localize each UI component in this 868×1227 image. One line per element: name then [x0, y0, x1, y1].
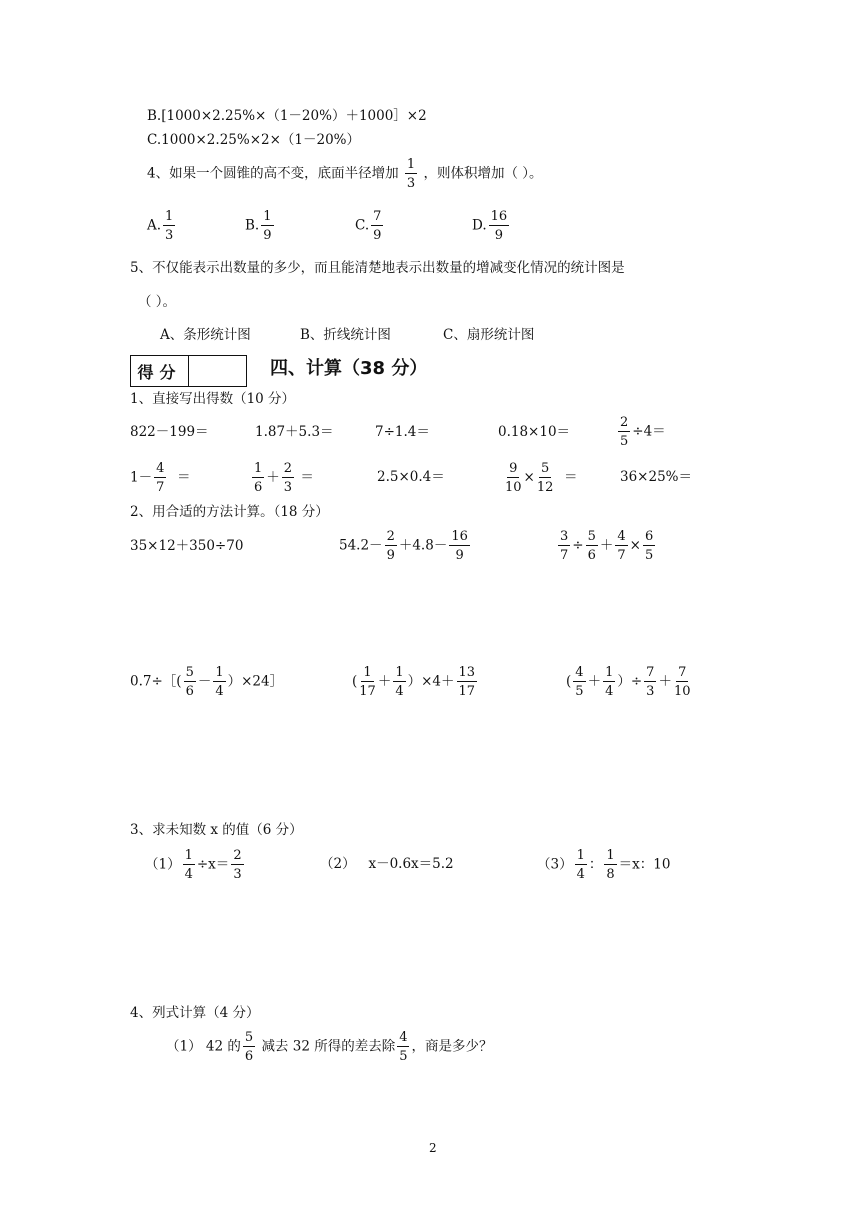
q4-option-d: D. $\frac{16}{9}$	[472, 209, 508, 243]
q5-option-a: A、条形统计图	[160, 327, 251, 343]
p1-expr-2: 1.87＋5.3＝	[255, 424, 334, 440]
p2-expr-5: ( $\frac{1}{17}$ ＋ $\frac{1}{4}$ ）×4＋ $\frac{13}{17}$	[352, 665, 476, 699]
p2-expr-2: 54.2－ $\frac{2}{9}$ ＋4.8－ $\frac{16}{9}$	[339, 529, 468, 563]
q3-option-b: B.[1000×2.25%×（1－20%）＋1000］×2	[147, 108, 427, 124]
p3-expr-3: （3） $\frac{1}{4}$ ： $\frac{1}{8}$ ＝x：10	[537, 848, 671, 882]
score-label: 得分	[131, 356, 189, 386]
p1-expr-8: 2.5×0.4＝	[377, 469, 445, 485]
q5-option-c: C、扇形统计图	[443, 327, 535, 343]
q3-option-c: C.1000×2.25%×2×（1－20%）	[147, 132, 361, 148]
q4-question	[147, 158, 543, 190]
q5-option-b: B、折线统计图	[300, 327, 391, 343]
p1-expr-10: 36×25%＝	[620, 469, 692, 485]
q4-text-pre: 4、如果一个圆锥的高不变，底面半径增加	[147, 165, 399, 182]
p1-expr-4: 0.18×10＝	[498, 424, 571, 440]
q4-option-b: B. $\frac{1}{9}$	[245, 209, 272, 243]
p1-expr-9: $\frac{9}{10}$ × $\frac{5}{12}$ ＝	[505, 461, 578, 495]
q5-question: 5、不仅能表示出数量的多少，而且能清楚地表示出数量的增减变化情况的统计图是	[130, 260, 625, 276]
part2-title: 2、用合适的方法计算。（18 分）	[130, 504, 329, 520]
section-title: 四、计算（38 分）	[270, 358, 428, 379]
p3-expr-1: （1） $\frac{1}{4}$ ÷x＝ $\frac{2}{3}$	[145, 848, 242, 882]
p1-expr-1: 822－199＝	[130, 424, 209, 440]
p2-expr-3: $\frac{3}{7}$ ÷ $\frac{5}{6}$ ＋ $\frac{4}{7}$ × $\frac{6}{5}$	[560, 529, 654, 563]
q4-option-c: C. $\frac{7}{9}$	[355, 209, 382, 243]
q4-text-post: ，则体积增加（ ）。	[423, 165, 543, 182]
part4-title: 4、列式计算（4 分）	[130, 1005, 260, 1021]
score-box	[130, 355, 247, 387]
p2-expr-6: ( $\frac{4}{5}$ ＋ $\frac{1}{4}$ ）÷ $\frac{7}{3}$ ＋ $\frac{7}{10}$	[566, 665, 691, 699]
p1-expr-5: $\frac{2}{5}$ ÷4＝	[620, 415, 666, 449]
p4-question-1: （1） 42 的 $\frac{5}{6}$ 减去 32 所得的差去除 $\frac{4}{5}$ ，商是多少？	[166, 1030, 493, 1064]
p2-expr-1: 35×12＋350÷70	[130, 538, 244, 554]
q4-fraction: $\frac{1}{3}$	[406, 157, 416, 191]
page-number: 2	[429, 1141, 437, 1155]
q4-option-a: A. $\frac{1}{3}$	[147, 209, 174, 243]
p1-expr-7: $\frac{1}{6}$ ＋ $\frac{2}{3}$ ＝	[254, 461, 314, 495]
p2-expr-4: 0.7÷［( $\frac{5}{6}$ － $\frac{1}{4}$ ）×24］	[130, 665, 284, 699]
p1-expr-3: 7÷1.4＝	[375, 424, 430, 440]
q5-blank: （ ）。	[138, 294, 177, 310]
part1-title: 1、直接写出得数（10 分）	[130, 391, 296, 407]
p1-expr-6: 1－ $\frac{4}{7}$ ＝	[130, 461, 191, 495]
p3-expr-2: （2） x－0.6x＝5.2	[320, 856, 454, 872]
part3-title: 3、求未知数 x 的值（6 分）	[130, 822, 303, 838]
